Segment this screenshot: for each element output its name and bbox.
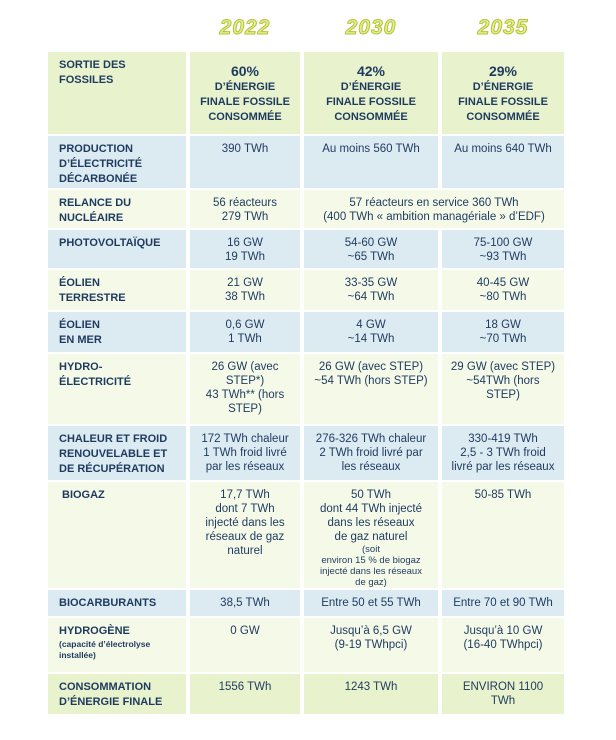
cell-photovoltaique-2022: 16 GW 19 TWh <box>190 230 300 268</box>
cell-consommation-2030: 1243 TWh <box>304 674 438 714</box>
cell-biogaz-2030: 50 TWh dont 44 TWh injecté dans les réseaux de gaz naturel (soit environ 15 % de biogaz injecté dans les réseaux de gaz) <box>304 482 438 588</box>
cell-eolien-terrestre-2035: 40-45 GW ~80 TWh <box>442 270 564 310</box>
cell-consommation-2035: ENVIRON 1100 TWh <box>442 674 564 714</box>
cell-biocarburants-2035: Entre 70 et 90 TWh <box>442 590 564 616</box>
cell-eolien-terrestre-2030: 33-35 GW ~64 TWh <box>304 270 438 310</box>
row-label-consommation: CONSOMMATION D’ÉNERGIE FINALE <box>48 674 186 714</box>
cell-electricite-2030: Au moins 560 TWh <box>304 136 438 188</box>
row-label-hydrogene: HYDROGÈNE (capacité d’électrolyse installée) <box>48 618 186 672</box>
cell-biogaz-2035: 50-85 TWh <box>442 482 564 588</box>
cell-hydro-2022: 26 GW (avec STEP*) 43 TWh** (hors STEP) <box>190 354 300 424</box>
row-label-hydro: HYDRO- ÉLECTRICITÉ <box>48 354 186 424</box>
cell-fossiles-2022: 60% D’ÉNERGIE FINALE FOSSILE CONSOMMÉE <box>190 52 300 134</box>
row-label-fossiles: SORTIE DES FOSSILES <box>48 52 186 134</box>
row-label-eolien-terrestre: ÉOLIEN TERRESTRE <box>48 270 186 310</box>
year-header-2030: 2030 <box>345 16 397 39</box>
cell-fossiles-2030: 42% D’ÉNERGIE FINALE FOSSILE CONSOMMÉE <box>304 52 438 134</box>
cell-hydrogene-2035: Jusqu’à 10 GW (16-40 TWhpci) <box>442 618 564 672</box>
row-label-biogaz: BIOGAZ <box>48 482 186 588</box>
cell-chaleur-2022: 172 TWh chaleur 1 TWh froid livré par les réseaux <box>190 426 300 480</box>
cell-hydrogene-2030: Jusqu’à 6,5 GW (9-19 TWhpci) <box>304 618 438 672</box>
cell-photovoltaique-2035: 75-100 GW ~93 TWh <box>442 230 564 268</box>
cell-fossiles-2035: 29% D’ÉNERGIE FINALE FOSSILE CONSOMMÉE <box>442 52 564 134</box>
cell-hydro-2030: 26 GW (avec STEP) ~54 TWh (hors STEP) <box>304 354 438 424</box>
cell-eolien-mer-2035: 18 GW ~70 TWh <box>442 312 564 352</box>
cell-eolien-terrestre-2022: 21 GW 38 TWh <box>190 270 300 310</box>
cell-chaleur-2030: 276-326 TWh chaleur 2 TWh froid livré par les réseaux <box>304 426 438 480</box>
cell-photovoltaique-2030: 54-60 GW ~65 TWh <box>304 230 438 268</box>
pct-value: 29% <box>488 63 518 79</box>
pct-value: 42% <box>356 63 386 79</box>
cell-biocarburants-2030: Entre 50 et 55 TWh <box>304 590 438 616</box>
cell-eolien-mer-2030: 4 GW ~14 TWh <box>304 312 438 352</box>
row-label-photovoltaique: PHOTOVOLTAÏQUE <box>48 230 186 268</box>
row-label-biocarburants: BIOCARBURANTS <box>48 590 186 616</box>
pct-value: 60% <box>230 63 260 79</box>
cell-biocarburants-2022: 38,5 TWh <box>190 590 300 616</box>
row-label-nucleaire: RELANCE DU NUCLÉAIRE <box>48 190 186 228</box>
cell-hydro-2035: 29 GW (avec STEP) ~54TWh (hors STEP) <box>442 354 564 424</box>
cell-consommation-2022: 1556 TWh <box>190 674 300 714</box>
year-header-2022: 2022 <box>219 16 271 39</box>
cell-eolien-mer-2022: 0,6 GW 1 TWh <box>190 312 300 352</box>
cell-hydrogene-2022: 0 GW <box>190 618 300 672</box>
cell-biogaz-2022: 17,7 TWh dont 7 TWh injecté dans les réseaux de gaz naturel <box>190 482 300 588</box>
cell-electricite-2022: 390 TWh <box>190 136 300 188</box>
year-header-2035: 2035 <box>477 16 529 39</box>
cell-nucleaire-2030-2035: 57 réacteurs en service 360 TWh (400 TWh « ambition managériale » d’EDF) <box>304 190 564 228</box>
row-label-electricite: PRODUCTION D’ÉLECTRICITÉ DÉCARBONÉE <box>48 136 186 188</box>
row-label-chaleur: CHALEUR ET FROID RENOUVELABLE ET DE RÉCUPÉRATION <box>48 426 186 480</box>
cell-electricite-2035: Au moins 640 TWh <box>442 136 564 188</box>
cell-nucleaire-2022: 56 réacteurs 279 TWh <box>190 190 300 228</box>
row-label-eolien-mer: ÉOLIEN EN MER <box>48 312 186 352</box>
cell-chaleur-2035: 330-419 TWh 2,5 - 3 TWh froid livré par les réseaux <box>442 426 564 480</box>
